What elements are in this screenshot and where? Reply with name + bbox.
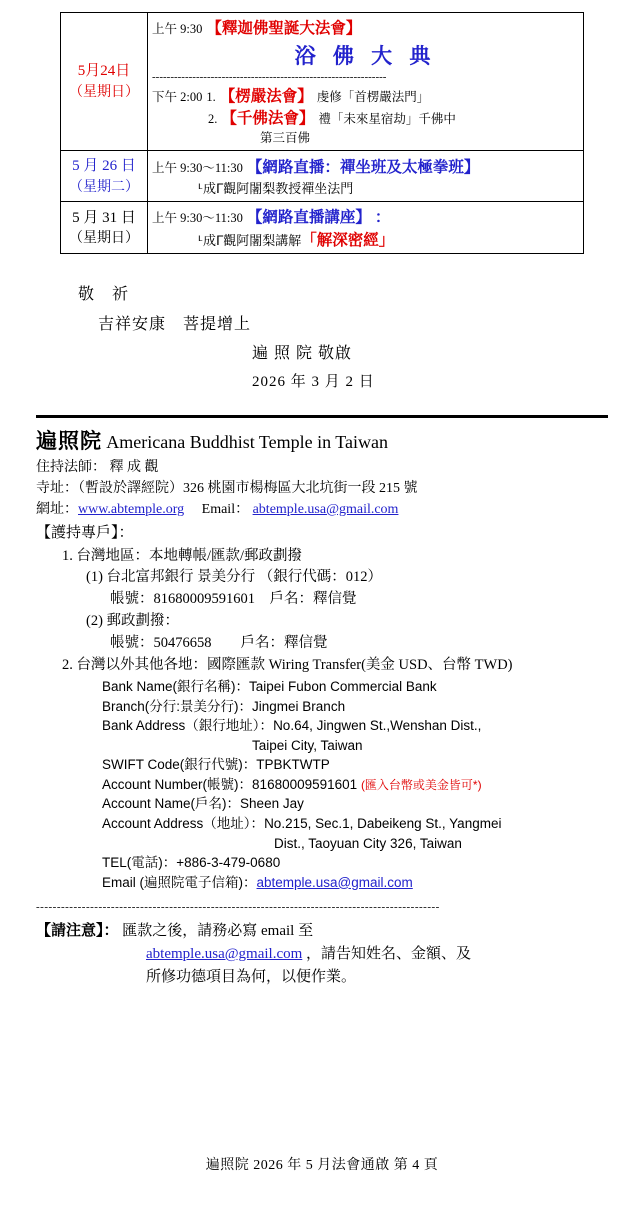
temple-info-block: [36, 426, 608, 990]
address-value: （暫設於譯經院）326 桃園市楊梅區大北坑街一段 215 號: [78, 481, 418, 497]
website-label: 網址：: [36, 502, 78, 518]
schedule-line: [152, 84, 579, 106]
signature-line: 遍 照 院 敬啟: [252, 345, 353, 363]
notice-title: 【請注意】：: [36, 922, 119, 939]
email-label: Email：: [201, 502, 250, 518]
schedule-body-cell: [148, 202, 584, 254]
account-address-line-2: Dist., Taoyuan City 326, Taiwan: [274, 835, 462, 851]
bank-address-line-2: Taipei City, Taiwan: [252, 737, 363, 753]
swift-code-line: [102, 755, 608, 775]
temple-name-cn: 遍照院: [36, 428, 102, 453]
temple-name-line: [36, 426, 608, 458]
document-page: [0, 12, 644, 1212]
schedule-time: 上午 9:30～11:30: [152, 211, 243, 226]
schedule-time: 上午 9:30～11:30: [152, 161, 243, 176]
notice-second-line: [36, 943, 608, 966]
donation-item-1b: (2) 郵政劃撥：: [86, 612, 180, 629]
schedule-day-of-week: （星期二）: [69, 179, 139, 195]
table-row: [61, 13, 584, 151]
schedule-date-cell: [61, 151, 148, 202]
donation-item-1a-account: 帳號：81680009591601 戶名：釋信覺: [110, 591, 357, 608]
schedule-day-of-week: （星期日）: [69, 85, 139, 101]
bank-name-value: Taipei Fubon Commercial Bank: [249, 679, 437, 695]
notice-line-1: 匯款之後，請務必寫 email 至: [122, 922, 314, 939]
bank-branch-line: [102, 697, 608, 717]
notice-email-link[interactable]: abtemple.usa@gmail.com: [146, 946, 303, 963]
schedule-event-title-tail: ：: [374, 209, 391, 227]
account-address-label: Account Address（地址）：: [102, 816, 265, 832]
abbot-label: 住持法師：: [36, 460, 106, 476]
swift-code-value: TPBKTWTP: [256, 757, 330, 773]
schedule-line: [152, 155, 579, 177]
notice-third-line: 所修功德項目為何，以便作業。: [146, 969, 357, 986]
schedule-event-title: 【網路直播講座】: [246, 209, 371, 227]
schedule-big-title: 浴 佛 大 典: [294, 44, 437, 68]
schedule-body-cell: [148, 13, 584, 151]
schedule-event-subtitle: [152, 228, 579, 250]
swift-code-label: SWIFT Code(銀行代號)：: [102, 757, 257, 773]
bank-address-value: No.64, Jingwen St.,Wenshan Dist.,: [273, 718, 482, 734]
blessing-line-2: 吉祥安康 菩提增上: [98, 315, 252, 333]
schedule-divider: ----------------------------------------------------------------: [152, 71, 387, 83]
blessing-block: [0, 280, 644, 397]
table-row: [61, 202, 584, 254]
schedule-event-subtitle: ᒻ成ᒥ觀阿闍梨教授禪坐法門: [198, 181, 354, 197]
donation-item-1b-account: 帳號：50476658 戶名：釋信覺: [110, 634, 328, 651]
schedule-line: [152, 16, 579, 38]
temple-name-en: Americana Buddhist Temple in Taiwan: [106, 431, 389, 452]
table-row: [61, 151, 584, 202]
schedule-body-cell: [148, 151, 584, 202]
wire-transfer-block: [36, 677, 608, 892]
bank-email-line: [102, 873, 608, 893]
schedule-event-title: 【千佛法會】: [221, 110, 315, 127]
schedule-day-of-week: （星期日）: [69, 231, 139, 247]
bank-email-link[interactable]: abtemple.usa@gmail.com: [256, 874, 413, 890]
schedule-table: [60, 12, 584, 254]
account-number-line: [102, 775, 608, 795]
account-number-note: (匯入台幣或美金皆可*): [360, 777, 482, 792]
notice-block: [36, 920, 608, 990]
account-address-line: [102, 814, 608, 834]
dashed-divider: -------------------------------------------------------------------------------------------------: [36, 901, 440, 914]
schedule-event-title: 【楞嚴法會】: [219, 88, 313, 105]
bank-address-line: [102, 716, 608, 736]
schedule-line: [152, 106, 579, 128]
bank-name-line: [102, 677, 608, 697]
contact-line: [36, 499, 608, 520]
notice-first-line: [36, 920, 608, 943]
bank-address-label: Bank Address（銀行地址）：: [102, 718, 274, 734]
address-label: 寺址：: [36, 481, 78, 497]
schedule-event-desc-cont: 第三百佛: [260, 131, 311, 145]
schedule-table-wrapper: [60, 12, 584, 254]
donation-item-1a: (1) 台北富邦銀行 景美分行 （銀行代碼：012）: [86, 569, 383, 586]
bank-branch-label: Branch(分行:景美分行)：: [102, 698, 253, 714]
schedule-line: [152, 128, 579, 147]
bank-name-label: Bank Name(銀行名稱)：: [102, 679, 250, 695]
schedule-date: 5 月 31 日: [72, 209, 136, 226]
website-link[interactable]: www.abtemple.org: [78, 502, 185, 518]
schedule-time: 下午 2:00: [152, 90, 203, 104]
schedule-event-desc: 禮「未來星宿劫」千佛中: [318, 112, 456, 126]
tel-label: TEL(電話)：: [102, 855, 177, 871]
schedule-date: 5 月 26 日: [72, 158, 136, 174]
schedule-item-number: 1.: [206, 90, 216, 104]
donation-item-1: 1. 台灣地區：本地轉帳/匯款/郵政劃撥: [62, 547, 303, 564]
bank-email-label: Email (遍照院電子信箱)：: [102, 874, 257, 890]
section-divider: [36, 415, 608, 418]
address-line: [36, 478, 608, 499]
schedule-sutra-name: 「解深密經」: [301, 232, 395, 250]
account-address-value: No.215, Sec.1, Dabeikeng St., Yangmei: [264, 816, 502, 832]
tel-value: +886-3-479-0680: [176, 855, 281, 871]
blessing-line-1: 敬 祈: [78, 286, 130, 304]
schedule-event-title: 【釋迦佛聖誕大法會】: [206, 20, 362, 37]
tel-line: [102, 853, 608, 873]
donation-section-title: 【護持專戶】：: [36, 525, 134, 542]
abbot-name: 釋 成 觀: [109, 460, 159, 476]
account-name-value: Sheen Jay: [240, 796, 304, 812]
abbot-line: [36, 457, 608, 478]
account-name-line: [102, 794, 608, 814]
schedule-event-desc: 虔修「首楞嚴法門」: [316, 90, 430, 104]
email-link[interactable]: abtemple.usa@gmail.com: [252, 502, 399, 518]
schedule-line: [152, 205, 579, 227]
schedule-date: 5月24日: [77, 63, 131, 80]
bank-branch-value: Jingmei Branch: [252, 698, 346, 714]
schedule-item-number: 2.: [208, 112, 218, 126]
signature-date: 2026 年 3 月 2 日: [252, 373, 375, 390]
account-number-value: 81680009591601: [252, 776, 358, 792]
schedule-event-title: 【網路直播：禪坐班及太極拳班】: [246, 159, 480, 177]
schedule-date-cell: [61, 202, 148, 254]
account-number-label: Account Number(帳號)：: [102, 776, 253, 792]
notice-line-2: ，請告知姓名、金額、及: [306, 946, 472, 963]
account-name-label: Account Name(戶名)：: [102, 796, 241, 812]
schedule-subtitle-text: ᒻ成ᒥ觀阿闍梨講解: [198, 233, 302, 249]
donation-item-2: 2. 台灣以外其他各地：國際匯款 Wiring Transfer(美金 USD、台幣 TWD): [62, 657, 513, 674]
page-footer: 遍照院 2026 年 5 月法會通啟 第 4 頁: [205, 1158, 439, 1173]
schedule-time: 上午 9:30: [152, 22, 203, 36]
schedule-date-cell: [61, 13, 148, 151]
